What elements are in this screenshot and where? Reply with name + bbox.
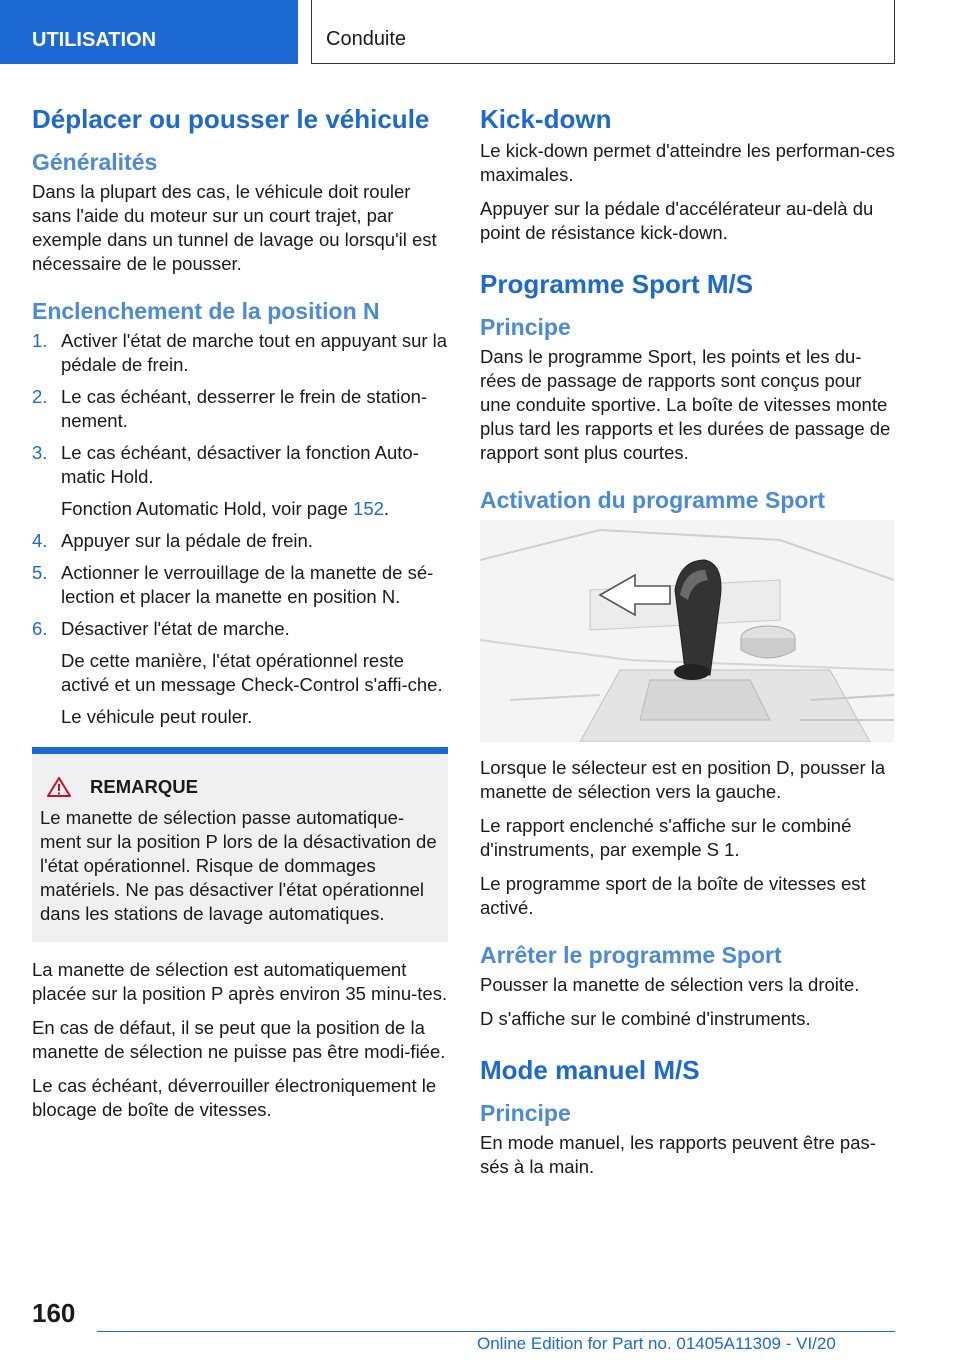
activation-text-1: Lorsque le sélecteur est en position D, pousser la manette de sélection vers la gauche. [480,757,886,802]
kick-text-1: Le kick-down permet d'atteindre les performan-ces maximales. [480,140,895,185]
auto-park-text: La manette de sélection est automatiquement placée sur la position P après environ 35 minu-tes. [32,959,448,1004]
chapter-label: Conduite [326,28,407,50]
heading-sport-program: Programme Sport M/S [480,269,754,299]
activation-text-2: Le rapport enclenché s'affiche sur le combiné d'instruments, par exemple S 1. [480,815,852,860]
list-item [32,561,448,609]
step-number: 5. [32,562,48,583]
section-heading-move: Déplacer ou pousser le véhicule [32,104,430,134]
notice-header [40,776,438,798]
step-number: 4. [32,530,48,551]
section-label: UTILISATION [32,29,157,51]
stop-text-1: Pousser la manette de sélection vers la droite. [480,974,860,995]
heading-general: Généralités [32,149,158,175]
warning-triangle-icon [46,776,72,798]
step-number: 6. [32,618,48,639]
heading-kick-down: Kick-down [480,104,612,134]
gear-selector-illustration [480,520,894,742]
steps-list [32,329,448,729]
heading-engage-n: Enclenchement de la position N [32,298,380,324]
unlock-text: Le cas échéant, déverrouiller électroniquement le blocage de boîte de vitesses. [32,1075,437,1120]
step-text: Désactiver l'état de marche. [61,618,290,639]
notice-label: REMARQUE [90,776,198,797]
defect-text: En cas de défaut, il se peut que la position de la manette de sélection ne puisse pas être modi-fiée. [32,1017,446,1062]
notice-box [32,747,448,942]
list-item [32,529,448,553]
heading-stop-sport: Arrêter le programme Sport [480,942,782,968]
gear-selector-drawing [480,520,894,742]
list-item [32,441,448,521]
kick-text-2: Appuyer sur la pédale d'accélérateur au-delà du point de résistance kick-down. [480,198,874,243]
heading-principle: Principe [480,314,571,340]
notice-text: Le manette de sélection passe automatique-ment sur la position P lors de la désactivation de l'état opérationnel. Risque de dommages matériels. Ne pas désactiver l'état opérationnel dans les stations de lavage automatiques. [40,807,437,924]
heading-manual-principle: Principe [480,1100,571,1126]
activation-text-3: Le programme sport de la boîte de vitesses est activé. [480,873,866,918]
step-subtext: Le véhicule peut rouler. [61,706,253,727]
heading-activation: Activation du programme Sport [480,487,826,513]
stop-text-2: D s'affiche sur le combiné d'instruments. [480,1008,811,1029]
step-text: Appuyer sur la pédale de frein. [61,530,313,551]
step-text: Le cas échéant, desserrer le frein de station-nement. [61,386,428,431]
list-item [32,385,448,433]
general-text: Dans la plupart des cas, le véhicule doit rouler sans l'aide du moteur sur un court trajet, par exemple dans un tunnel de lavage ou lorsqu'il est nécessaire de le pousser. [32,181,437,274]
step-number: 1. [32,330,48,351]
section-tab [0,0,298,64]
reference-suffix: . [383,498,390,519]
step-text: Activer l'état de marche tout en appuyant sur la pédale de frein. [61,330,448,375]
page-number: 160 [32,1298,76,1328]
principle-text: Dans le programme Sport, les points et les du-rées de passage de rapports sont conçus pour une conduite sportive. La boîte de vitesses monte plus tard les rapports et les durées de passage de rapport sont plus courtes. [480,346,891,463]
left-column [32,98,448,1132]
list-item [32,617,448,729]
manual-text: En mode manuel, les rapports peuvent être pas-sés à la main. [480,1132,876,1177]
reference-text: Fonction Automatic Hold, voir page [61,498,354,519]
step-number: 3. [32,442,48,463]
step-subtext: De cette manière, l'état opérationnel reste activé et un message Check-Control s'affi-che. [61,650,443,695]
step-number: 2. [32,386,48,407]
chapter-header [311,0,895,64]
step-reference [61,497,448,521]
list-item [32,329,448,377]
right-column [480,98,896,1189]
edition-footer: Online Edition for Part no. 01405A11309 - VI/20 [477,1334,836,1353]
step-text: Le cas échéant, désactiver la fonction Auto-matic Hold. [61,442,419,487]
footer-divider [97,1331,895,1332]
page-link-152[interactable]: 152 [353,498,384,519]
heading-manual-mode: Mode manuel M/S [480,1055,700,1085]
step-text: Actionner le verrouillage de la manette de sé-lection et placer la manette en position N. [61,562,434,607]
